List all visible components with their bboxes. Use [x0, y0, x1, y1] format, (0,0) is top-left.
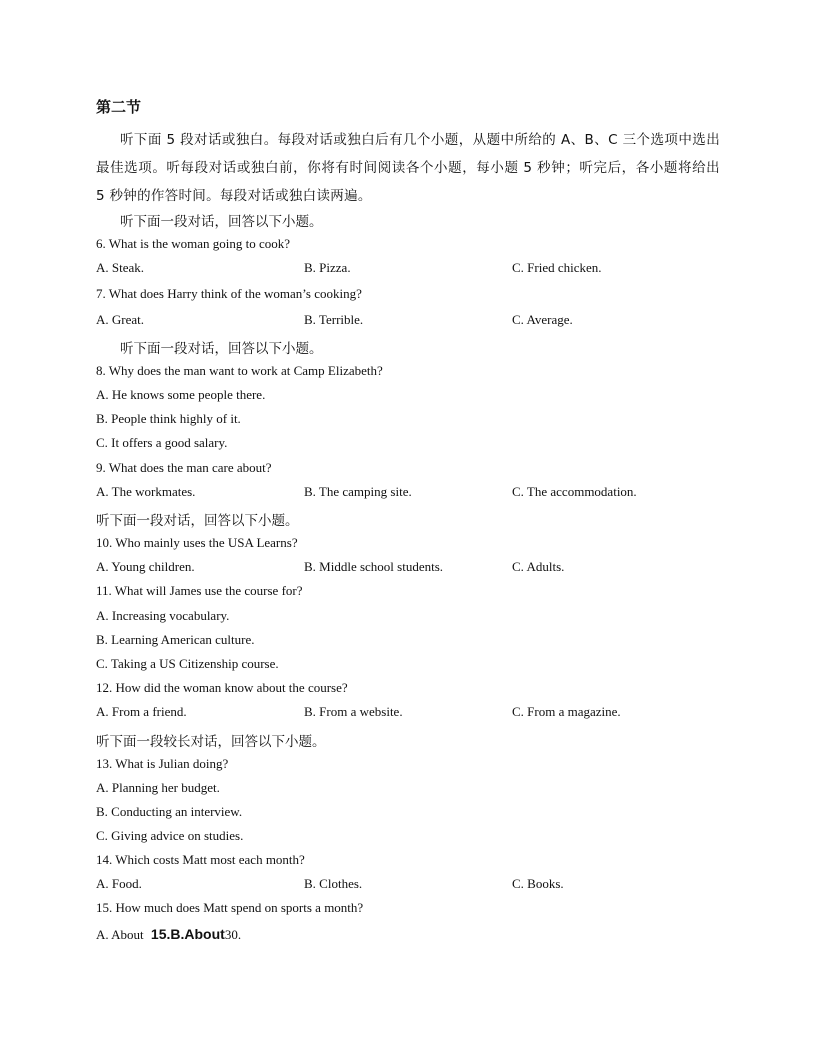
- q15-option-a-prefix: A. About: [96, 927, 144, 942]
- q12-option-b: B. From a website.: [304, 704, 403, 719]
- q11-option-a: A. Increasing vocabulary.: [96, 608, 230, 623]
- q15-option-line: [96, 926, 241, 943]
- intro-paragraph: 听下面 5 段对话或独白。每段对话或独白后有几个小题，从题中所给的 A、B、C 三个选项中选出最佳选项。听每段对话或独白前，你将有时间阅读各个小题，每小题 5 秒钟；听完后，各小题将给出 5 秒钟的作答时间。每段对话或独白读两遍。: [96, 132, 720, 204]
- q13-option-a: A. Planning her budget.: [96, 780, 220, 795]
- question-14: 14. Which costs Matt most each month?: [96, 852, 305, 867]
- q8-option-b: B. People think highly of it.: [96, 411, 241, 426]
- question-9: 9. What does the man care about?: [96, 460, 272, 475]
- q6-option-c: C. Fried chicken.: [512, 260, 602, 275]
- instruction-dialog-1: 听下面一段对话，回答以下小题。: [120, 214, 323, 230]
- q8-option-a: A. He knows some people there.: [96, 387, 266, 402]
- q13-option-b: B. Conducting an interview.: [96, 804, 243, 819]
- question-15: 15. How much does Matt spend on sports a month?: [96, 900, 364, 915]
- q15-bold-text: 15.B.About: [150, 926, 225, 942]
- section-title: 第二节: [96, 98, 142, 116]
- q10-option-a: A. Young children.: [96, 559, 195, 574]
- q10-option-c: C. Adults.: [512, 559, 565, 574]
- instruction-dialog-4: 听下面一段较长对话，回答以下小题。: [96, 734, 326, 750]
- q7-option-b: B. Terrible.: [304, 312, 364, 327]
- q9-option-b: B. The camping site.: [304, 484, 412, 499]
- q9-option-a: A. The workmates.: [96, 484, 196, 499]
- q6-option-a: A. Steak.: [96, 260, 145, 275]
- instruction-dialog-2: 听下面一段对话，回答以下小题。: [120, 341, 323, 357]
- q10-option-b: B. Middle school students.: [304, 559, 444, 574]
- question-11: 11. What will James use the course for?: [96, 583, 303, 598]
- q7-option-a: A. Great.: [96, 312, 145, 327]
- q6-option-b: B. Pizza.: [304, 260, 351, 275]
- q12-option-c: C. From a magazine.: [512, 704, 621, 719]
- q14-option-c: C. Books.: [512, 876, 564, 891]
- question-12: 12. How did the woman know about the course?: [96, 680, 348, 695]
- question-10: 10. Who mainly uses the USA Learns?: [96, 535, 298, 550]
- q7-option-c: C. Average.: [512, 312, 573, 327]
- q14-option-b: B. Clothes.: [304, 876, 363, 891]
- q8-option-c: C. It offers a good salary.: [96, 435, 228, 450]
- question-13: 13. What is Julian doing?: [96, 756, 229, 771]
- q9-option-c: C. The accommodation.: [512, 484, 637, 499]
- q13-option-c: C. Giving advice on studies.: [96, 828, 244, 843]
- question-6: 6. What is the woman going to cook?: [96, 236, 291, 251]
- question-8: 8. Why does the man want to work at Camp Elizabeth?: [96, 363, 383, 378]
- q11-option-c: C. Taking a US Citizenship course.: [96, 656, 279, 671]
- q15-option-suffix: 30.: [224, 927, 242, 942]
- q11-option-b: B. Learning American culture.: [96, 632, 255, 647]
- question-7: 7. What does Harry think of the woman’s cooking?: [96, 286, 362, 301]
- instruction-dialog-3: 听下面一段对话，回答以下小题。: [96, 513, 299, 529]
- q12-option-a: A. From a friend.: [96, 704, 187, 719]
- q14-option-a: A. Food.: [96, 876, 142, 891]
